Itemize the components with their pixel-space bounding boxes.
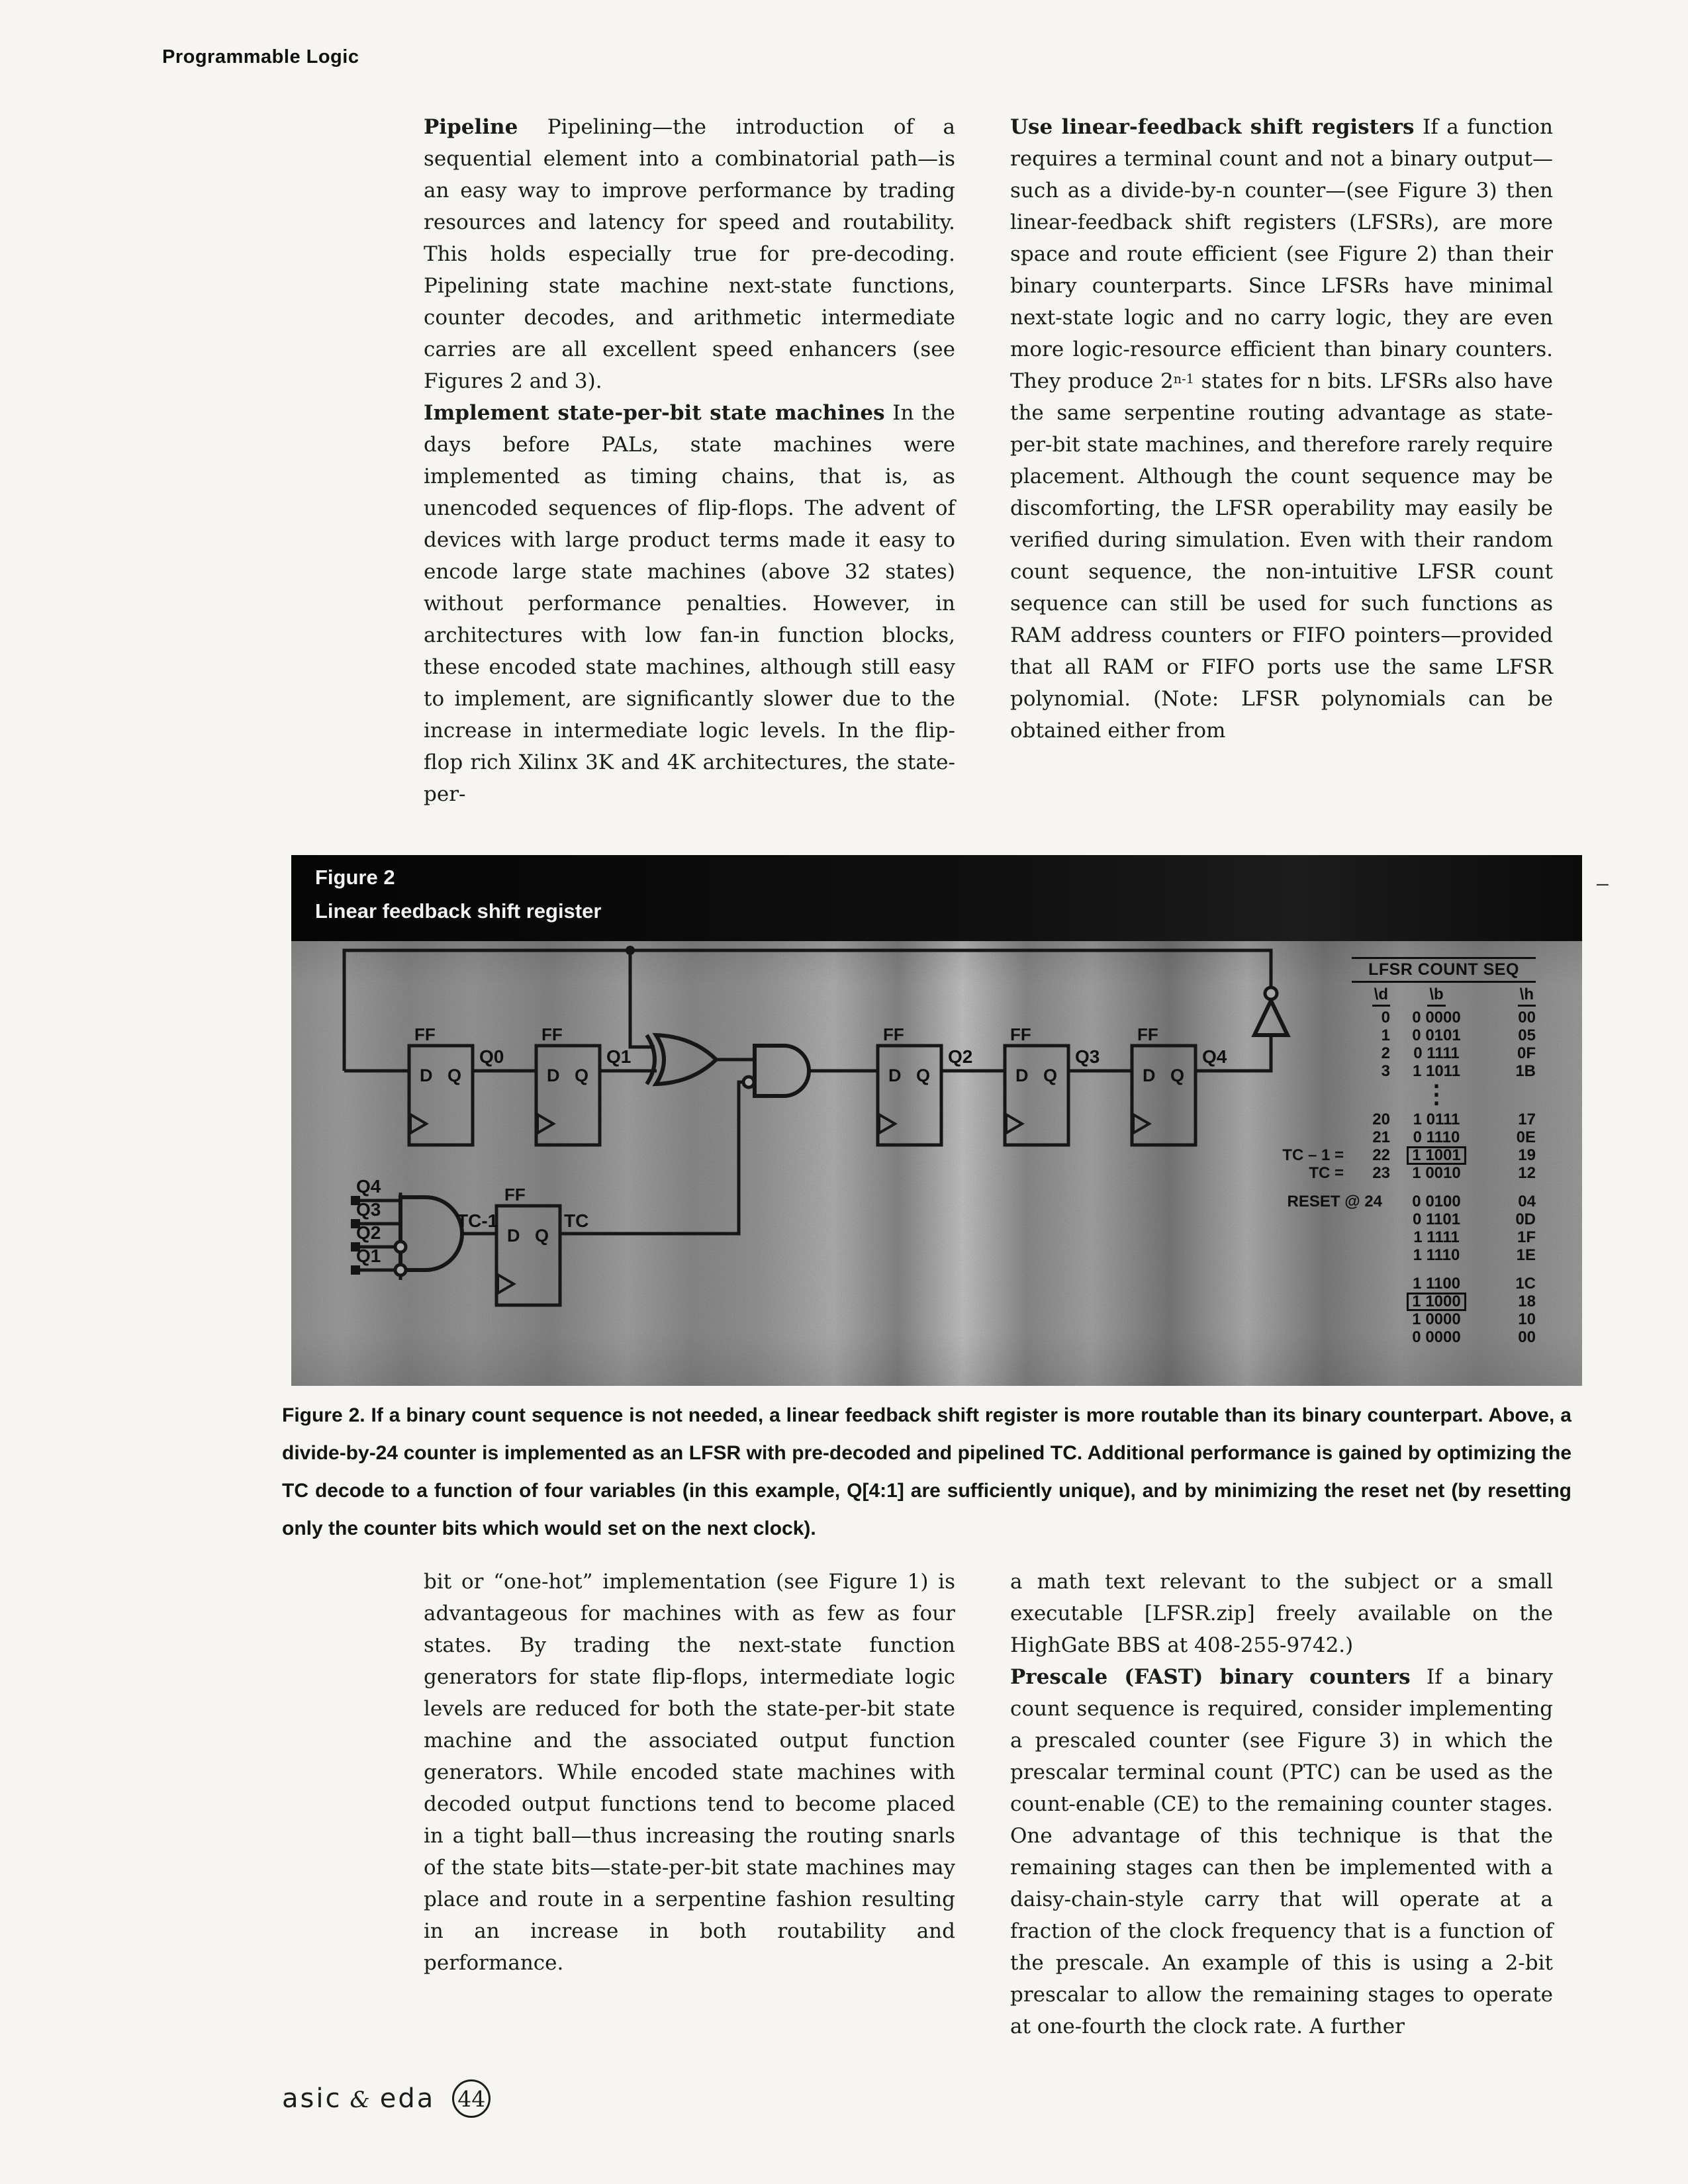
tc-label: TC bbox=[564, 1210, 589, 1231]
signal-labels bbox=[479, 1046, 1227, 1067]
flipflop-q2 bbox=[878, 1024, 941, 1145]
table-row: 3 1 1011 1B bbox=[1381, 1062, 1536, 1080]
exponent: n-1 bbox=[1173, 371, 1194, 387]
figure-header-bar bbox=[291, 855, 1582, 941]
top-left-column bbox=[424, 111, 955, 810]
svg-text:FF: FF bbox=[504, 1185, 526, 1205]
svg-text:FF: FF bbox=[541, 1024, 563, 1044]
svg-text:Q: Q bbox=[1170, 1066, 1185, 1085]
paragraph-text: states for n bits. LFSRs also have the same serpentine routing advantage as state-per-bit state machines, and therefore rarely require placement. Although the count sequence may be discomforting, the LFSR operability may easily be verified during simulation. Even with their random count sequence, the non-intuitive LFSR count sequence can still be used for such functions as RAM address counters or FIFO pointers—provided that all RAM or FIFO ports use the same LFSR polynomial. (Note: LFSR polynomials can be obtained either from bbox=[1010, 369, 1554, 743]
boxed-value: 1 1000 bbox=[1407, 1293, 1466, 1311]
paragraph-text: Pipelining—the introduction of a sequential element into a combinatorial path—is an easy way to improve performance by trading resources and latency for speed and routability. This holds especially true for pre-decoding. Pipelining state machine next-state functions, counter decodes, and arithmetic intermediate carries are all excellent speed enhancers (see Figures 2 and 3). bbox=[424, 115, 955, 393]
svg-text:D: D bbox=[507, 1226, 520, 1246]
svg-text:D: D bbox=[1015, 1066, 1029, 1085]
brand-right: eda bbox=[379, 2083, 436, 2114]
svg-text:Q: Q bbox=[916, 1066, 931, 1085]
table-row: 21 0 1110 0E bbox=[1372, 1128, 1536, 1146]
table-row: 1 1000 18 bbox=[1199, 1293, 1536, 1310]
page-number-badge: 44 bbox=[452, 2079, 491, 2118]
table-row: 20 1 0111 17 bbox=[1372, 1111, 1536, 1128]
table-row: 1 0000 10 bbox=[1412, 1310, 1536, 1328]
svg-text:FF: FF bbox=[1010, 1024, 1031, 1044]
svg-text:Q1: Q1 bbox=[606, 1046, 632, 1067]
col-header-hex: \h bbox=[1518, 985, 1536, 1007]
table-row: 2 0 1111 0F bbox=[1381, 1044, 1536, 1062]
paragraph-lfsr bbox=[1010, 111, 1553, 747]
figure-caption: Figure 2. If a binary count sequence is not needed, a linear feedback shift register is more routable than its binary counterpart. Above, a divide-by-24 counter is implemented as an LFSR with pre-decoded and pipelined TC. Additional performance is gained by optimizing the TC decode to a function of four variables (in this example, Q[4:1] are sufficiently unique), and by minimizing the reset net (by resetting only the counter bits which would set on the next clock). bbox=[282, 1404, 1571, 1539]
svg-text:Q: Q bbox=[535, 1226, 549, 1246]
paragraph-prescale bbox=[1010, 1661, 1553, 2042]
svg-text:FF: FF bbox=[414, 1024, 436, 1044]
top-right-column bbox=[1010, 111, 1553, 747]
margin-mark: – bbox=[1597, 871, 1609, 895]
lfsr-count-table bbox=[1199, 957, 1536, 1346]
table-title: LFSR COUNT SEQ bbox=[1352, 957, 1536, 983]
svg-text:Q2: Q2 bbox=[948, 1046, 973, 1067]
flipflop-q0 bbox=[409, 1024, 473, 1145]
page-footer bbox=[282, 2079, 491, 2118]
svg-text:FF: FF bbox=[1137, 1024, 1158, 1044]
figure-title: Linear feedback shift register bbox=[315, 899, 602, 923]
page-header-title: Programmable Logic bbox=[162, 46, 359, 68]
table-row: 0 0000 00 bbox=[1412, 1328, 1536, 1346]
paragraph-lead: Use linear-feedback shift registers bbox=[1010, 115, 1415, 139]
flipflop-q4 bbox=[1132, 1024, 1196, 1145]
table-row: 0 1101 0D bbox=[1412, 1210, 1536, 1228]
svg-text:Q2: Q2 bbox=[356, 1222, 381, 1243]
table-rows bbox=[1199, 1009, 1536, 1346]
svg-text:Q4: Q4 bbox=[1202, 1046, 1227, 1067]
svg-text:Q3: Q3 bbox=[1075, 1046, 1100, 1067]
figure-2 bbox=[291, 855, 1582, 1386]
brand-left: asic bbox=[282, 2083, 342, 2114]
svg-text:Q: Q bbox=[575, 1066, 589, 1085]
table-gap bbox=[1199, 1264, 1536, 1275]
paragraph-text: If a binary count sequence is required, consider implementing a prescaled counter (see Figure 3) in which the prescalar terminal count (PTC) can be used as the count-enable (CE) to the remaining counter stages. One advantage of this technique is that the remaining stages can then be implemented with a daisy-chain-style carry that will operate at a fraction of the clock frequency that is a function of the prescale. An example of this is using a 2-bit prescalar to allow the remaining stages to operate at one-fourth the clock rate. A further bbox=[1010, 1665, 1553, 2038]
figure-body bbox=[291, 941, 1582, 1386]
table-row: TC – 1 = 22 1 1001 19 bbox=[1282, 1146, 1536, 1164]
table-header-row bbox=[1199, 985, 1536, 1009]
paragraph-text: If a function requires a terminal count and not a binary output—such as a divide-by-n counter—(see Figure 3) then linear-feedback shift registers (LFSRs), are more space and route efficient (see Figure 2) than their binary counterparts. Since LFSRs have minimal next-state logic and no carry logic, they are even more logic-resource efficient than binary counters. They produce 2 bbox=[1010, 115, 1553, 393]
col-header-decimal: \d bbox=[1372, 985, 1390, 1007]
paragraph-one-hot: bit or “one-hot” implementation (see Figure 1) is advantageous for machines with as few as four states. By trading the next-state function generators for state flip-flops, intermediate logic levels are reduced for both the state-per-bit state machine and the associated output function generators. While encoded state machines with decoded output functions tend to become placed in a tight ball—thus increasing the routing snarls of the state bits—state-per-bit state machines may place and route in a serpentine fashion resulting in an increase in both routability and performance. bbox=[424, 1570, 955, 1975]
table-row: RESET @ 24 0 0100 04 bbox=[1287, 1193, 1536, 1210]
table-gap bbox=[1199, 1182, 1536, 1193]
paragraph-lead: Pipeline bbox=[424, 115, 518, 139]
svg-text:FF: FF bbox=[883, 1024, 904, 1044]
paragraph-bbs: a math text relevant to the subject or a small executable [LFSR.zip] freely available on the HighGate BBS at 408-255-9742.) bbox=[1010, 1570, 1553, 1657]
svg-text:Q: Q bbox=[1043, 1066, 1058, 1085]
and-gate-inverted-input bbox=[743, 1046, 809, 1096]
flipflop-q3 bbox=[1005, 1024, 1068, 1145]
table-row: 1 1100 1C bbox=[1412, 1275, 1536, 1293]
xor-gate bbox=[647, 1035, 716, 1084]
svg-text:Q1: Q1 bbox=[356, 1246, 381, 1266]
col-header-binary: \b bbox=[1427, 985, 1445, 1007]
table-row: 1 1110 1E bbox=[1413, 1246, 1536, 1264]
paragraph-lead: Prescale (FAST) binary counters bbox=[1010, 1665, 1411, 1689]
table-ellipsis-row: ⋮ bbox=[1424, 1081, 1449, 1109]
svg-text:Q0: Q0 bbox=[479, 1046, 504, 1067]
paragraph-state-per-bit bbox=[424, 397, 955, 810]
svg-text:D: D bbox=[888, 1066, 902, 1085]
bottom-left-column bbox=[424, 1566, 955, 1979]
brand-logo bbox=[282, 2083, 435, 2114]
flipflop-q1 bbox=[536, 1024, 600, 1145]
table-row: TC = 23 1 0010 12 bbox=[1309, 1164, 1536, 1182]
paragraph-text: In the days before PALs, state machines were implemented as timing chains, that is, as unencoded sequences of flip-flops. The advent of devices with large product terms made it easy to encode large state machines (above 32 states) without performance penalties. However, in architectures with low fan-in function blocks, these encoded state machines, although still easy to implement, are significantly slower due to the increase in intermediate logic levels. In the flip-flop rich Xilinx 3K and 4K architectures, the state-per- bbox=[424, 401, 955, 806]
boxed-value: 1 1001 bbox=[1407, 1146, 1466, 1165]
flipflop-tc bbox=[496, 1185, 560, 1305]
table-row: 0 0 0000 00 bbox=[1381, 1009, 1536, 1026]
ampersand-glyph: & bbox=[350, 2087, 372, 2113]
paragraph-pipeline bbox=[424, 111, 955, 397]
svg-text:D: D bbox=[1143, 1066, 1156, 1085]
bottom-right-column bbox=[1010, 1566, 1553, 2042]
paragraph-lead: Implement state-per-bit state machines bbox=[424, 401, 885, 425]
svg-text:D: D bbox=[547, 1066, 560, 1085]
svg-text:Q: Q bbox=[447, 1066, 462, 1085]
table-row: 1 1111 1F bbox=[1413, 1228, 1536, 1246]
svg-text:Q4: Q4 bbox=[356, 1176, 381, 1197]
svg-text:D: D bbox=[420, 1066, 433, 1085]
svg-text:Q3: Q3 bbox=[356, 1199, 381, 1220]
table-row: 1 0 0101 05 bbox=[1381, 1026, 1536, 1044]
figure-label: Figure 2 bbox=[315, 866, 395, 889]
tc-minus-1-label: TC-1 bbox=[457, 1210, 498, 1231]
